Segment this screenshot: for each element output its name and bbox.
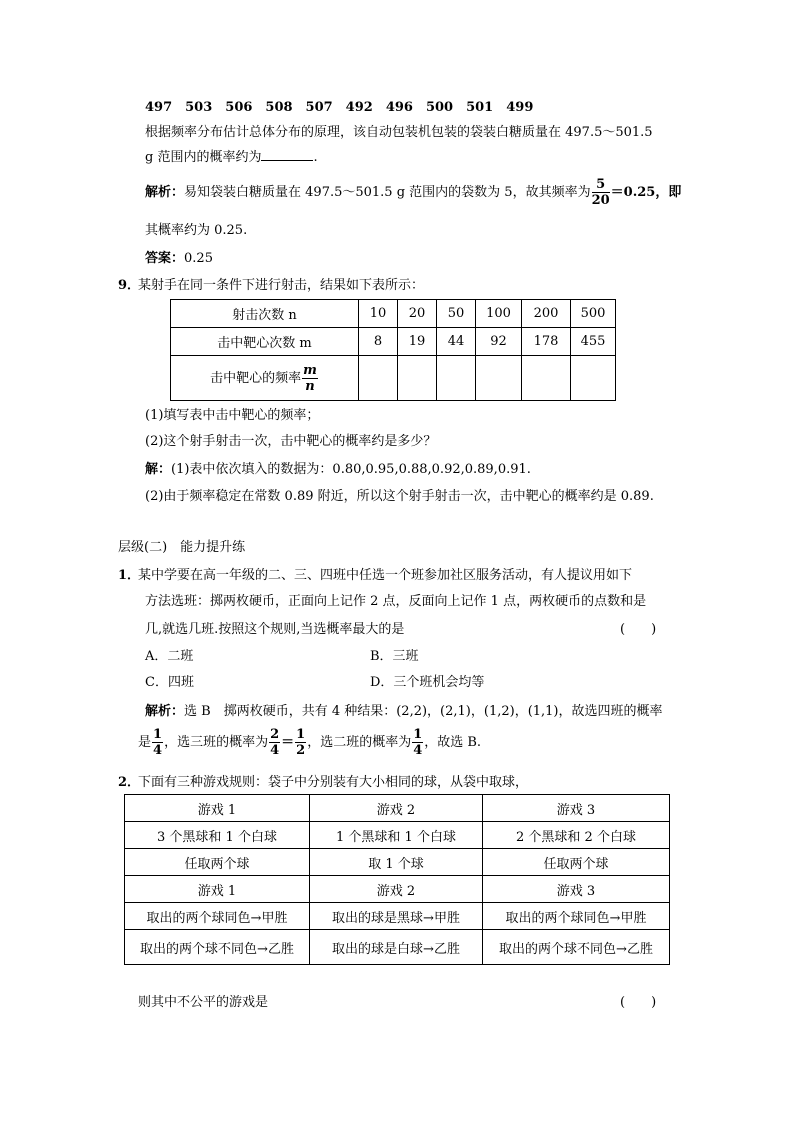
problem-1-line3: 几,就选几班.按照这个规则,当选概率最大的是 (145, 622, 405, 637)
table-cell (437, 356, 476, 401)
game-rules-table (124, 794, 670, 965)
table-cell: 游戏 3 (483, 876, 670, 903)
answer-parentheses-2: ( ) (620, 995, 657, 1010)
fraction-2-4: $\frac{2}{4}$ (270, 727, 280, 758)
table-row (125, 849, 670, 876)
table-cell: 击中靶心的频率 $\frac{m}{n}$ (171, 356, 359, 401)
table-cell: 10 (359, 300, 398, 328)
table-cell: 455 (571, 328, 616, 356)
table-cell: 任取两个球 (483, 849, 670, 876)
problem-9-number: 9． (118, 278, 141, 293)
table-cell: 取出的两个球同色→甲胜 (483, 903, 670, 930)
solution-1-line1: 解析：选 B 掷两枚硬币，共有 4 种结果：(2,2)，(2,1)，(1,2)，(1,1)，故选四班的概率 (145, 704, 663, 719)
problem-2-text: 下面有三种游戏规则：袋子中分别装有大小相同的球，从袋中取球， (138, 775, 529, 790)
problem-8-text-line2: g 范围内的概率约为 . (145, 150, 318, 165)
section-title: 层级(二) 能力提升练 (118, 540, 246, 555)
table-row (125, 795, 670, 822)
table-cell: 92 (476, 328, 522, 356)
option-b: B．三班 (370, 649, 419, 664)
table-cell: 8 (359, 328, 398, 356)
table-cell: 取出的两个球同色→甲胜 (125, 903, 310, 930)
option-d: D．三个班机会均等 (370, 675, 485, 690)
problem-1-number: 1． (118, 568, 141, 583)
solution-8: 解析：易知袋装白糖质量在 497.5～501.5 g 范围内的袋数为 5，故其频率为 $\frac{5}{20}$ ＝0.25，即 (145, 177, 682, 208)
problem-1-line2: 方法选班：掷两枚硬币，正面向上记作 2 点，反面向上记作 1 点，两枚硬币的点数和是 (145, 594, 647, 609)
table-row (125, 822, 670, 849)
problem-9-sub2: (2)这个射手射击一次，击中靶心的概率约是多少？ (145, 434, 437, 449)
table-cell: 19 (398, 328, 437, 356)
table-cell: 游戏 3 (483, 795, 670, 822)
table-cell: 游戏 1 (125, 876, 310, 903)
table-row (125, 876, 670, 903)
table-cell (522, 356, 571, 401)
fraction-1-4-b: $\frac{1}{4}$ (413, 727, 423, 758)
table-cell: 100 (476, 300, 522, 328)
option-c: C．四班 (145, 675, 194, 690)
table-cell (398, 356, 437, 401)
table-row (171, 328, 616, 356)
fraction-1-2: $\frac{1}{2}$ (296, 727, 306, 758)
option-a: A．二班 (145, 649, 194, 664)
table-row (171, 356, 616, 401)
table-cell: 取出的两个球不同色→乙胜 (483, 930, 670, 965)
table-row (125, 930, 670, 965)
table-cell: 3 个黑球和 1 个白球 (125, 822, 310, 849)
table-cell (571, 356, 616, 401)
table-cell: 20 (398, 300, 437, 328)
table-cell: 任取两个球 (125, 849, 310, 876)
table-cell: 500 (571, 300, 616, 328)
table-cell: 1 个黑球和 1 个白球 (310, 822, 483, 849)
data-row: 497 503 506 508 507 492 496 500 501 499 (145, 100, 534, 115)
fraction-5-20: $\frac{5}{20}$ (591, 177, 610, 208)
table-row (171, 300, 616, 328)
answer-parentheses: ( ) (620, 622, 657, 637)
problem-9-sub1: (1)填写表中击中靶心的频率； (145, 408, 320, 423)
answer-blank (261, 148, 313, 161)
table-cell: 取出的两个球不同色→乙胜 (125, 930, 310, 965)
solution-8-line2: 其概率约为 0.25. (145, 223, 248, 238)
problem-8-text-line1: 根据频率分布估计总体分布的原理，该自动包装机包装的袋装白糖质量在 497.5～501.5 (145, 125, 653, 140)
table-cell: 游戏 2 (310, 795, 483, 822)
table-cell: 取 1 个球 (310, 849, 483, 876)
fraction-m-n: $\frac{m}{n}$ (303, 362, 317, 394)
table-cell: 178 (522, 328, 571, 356)
problem-2-tail: 则其中不公平的游戏是 (138, 995, 269, 1010)
answer-8: 答案：0.25 (145, 251, 213, 266)
problem-9-text: 某射手在同一条件下进行射击，结果如下表所示： (138, 278, 425, 293)
table-cell (359, 356, 398, 401)
solution-1-line2: 是 $\frac{1}{4}$ ，选三班的概率为 $\frac{2}{4}$ ＝ $\frac{1}{2}$ ，选二班的概率为 $\frac{1}{4}$ ，故选 B. (138, 727, 482, 758)
solution-9-line1: 解：(1)表中依次填入的数据为：0.80,0.95,0.88,0.92,0.89,0.91. (145, 462, 531, 477)
table-cell: 取出的球是白球→乙胜 (310, 930, 483, 965)
table-cell: 射击次数 n (171, 300, 359, 328)
problem-1-line1: 某中学要在高一年级的二、三、四班中任选一个班参加社区服务活动，有人提议用如下 (138, 568, 633, 583)
table-row (125, 903, 670, 930)
table-cell: 取出的球是黑球→甲胜 (310, 903, 483, 930)
table-cell: 200 (522, 300, 571, 328)
table-cell: 44 (437, 328, 476, 356)
problem-2-number: 2． (118, 775, 141, 790)
table-cell: 游戏 1 (125, 795, 310, 822)
table-cell: 游戏 2 (310, 876, 483, 903)
table-cell: 50 (437, 300, 476, 328)
table-cell: 击中靶心次数 m (171, 328, 359, 356)
fraction-1-4: $\frac{1}{4}$ (153, 727, 163, 758)
solution-9-line2: (2)由于频率稳定在常数 0.89 附近，所以这个射手射击一次，击中靶心的概率约是 0.89. (145, 489, 654, 504)
table-cell: 2 个黑球和 2 个白球 (483, 822, 670, 849)
shooting-table (170, 299, 616, 401)
table-cell (476, 356, 522, 401)
